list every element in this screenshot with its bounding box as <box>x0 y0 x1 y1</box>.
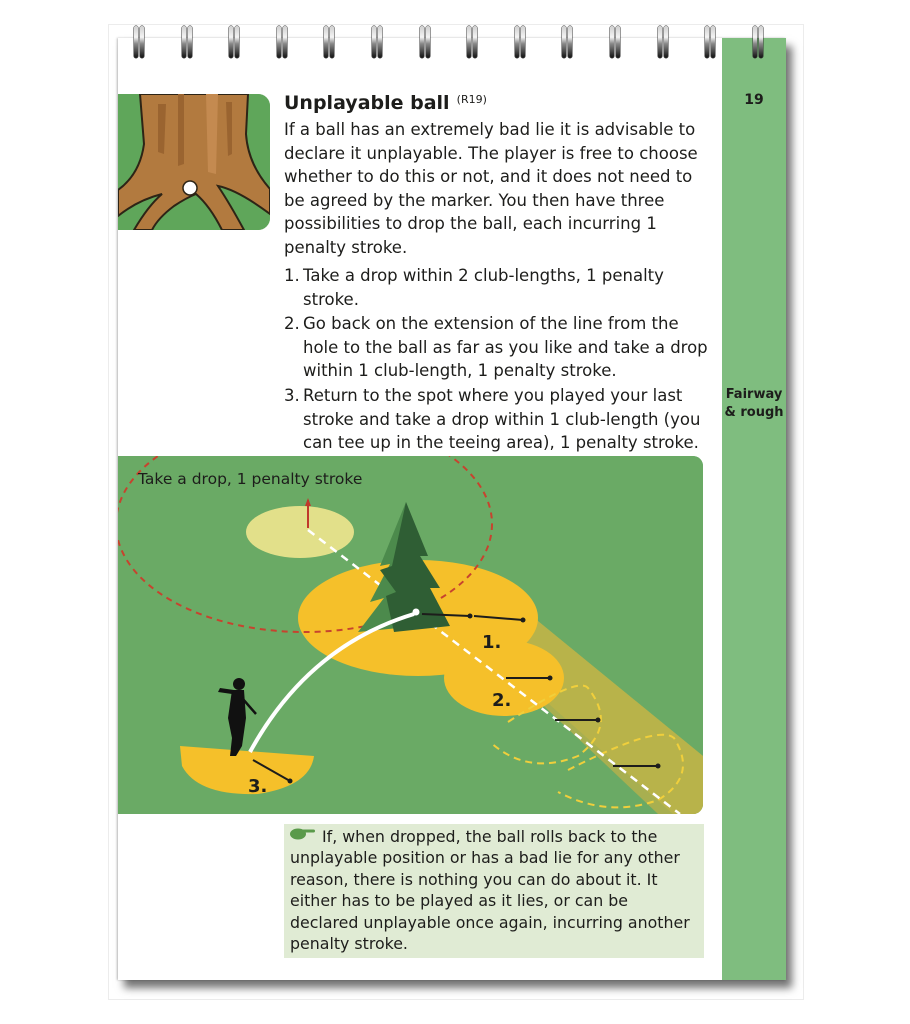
diagram-caption: Take a drop, 1 penalty stroke <box>138 470 363 488</box>
binding-ring <box>275 26 289 60</box>
binding-ring <box>370 26 384 60</box>
option-number: 1. <box>284 266 300 285</box>
putting-green <box>246 506 354 558</box>
option-number: 3. <box>284 385 300 405</box>
option-number: 2. <box>284 314 300 334</box>
rule-reference: (R19) <box>456 92 487 106</box>
binding-ring <box>608 26 622 60</box>
binding-ring <box>180 26 194 60</box>
article-intro: If a ball has an extremely bad lie it is advisable to declare it unplayable. The player is free to choose whether to do this or not, and it does not need to be agreed by the marker. You then have three possibilities to drop the ball, each incurring 1 penalty stroke. <box>284 120 698 257</box>
binding-ring <box>227 26 241 60</box>
article-title: Unplayable ball <box>284 92 450 114</box>
option-item <box>284 264 714 311</box>
binding-ring <box>132 26 146 60</box>
binding-ring <box>656 26 670 60</box>
section-label <box>722 386 786 422</box>
section-tab <box>722 38 786 980</box>
zone2-label: 2. <box>492 690 512 711</box>
spiral-binding <box>118 26 786 62</box>
article-heading <box>284 92 714 114</box>
binding-ring <box>751 26 765 60</box>
option-text: Go back on the extension of the line from the hole to the ball as far as you like and take a drop within 1 club-length, 1 penalty stroke. <box>303 314 708 381</box>
binding-ring <box>418 26 432 60</box>
option-text: Return to the spot where you played your last stroke and take a drop within 1 club-length (you can tee up in the teeing area), 1 penalty stroke. <box>303 385 701 453</box>
drop-options-diagram <box>118 456 703 814</box>
option-text: Take a drop within 2 club-lengths, 1 penalty stroke. <box>303 266 664 309</box>
note-text-container <box>290 826 700 954</box>
pointing-hand-icon <box>290 828 316 840</box>
binding-ring <box>560 26 574 60</box>
zone3-label: 3. <box>248 776 268 797</box>
option-item <box>284 312 714 383</box>
binding-ring <box>703 26 717 60</box>
section-label-line2: & rough <box>724 405 784 420</box>
options-list <box>284 264 714 456</box>
option-item <box>284 384 714 455</box>
binding-ring <box>465 26 479 60</box>
tree-roots-ball-icon <box>118 94 270 230</box>
zone1-label: 1. <box>482 632 502 653</box>
section-label-line1: Fairway <box>725 387 783 402</box>
binding-ring <box>513 26 527 60</box>
page-number: 19 <box>744 92 764 108</box>
note-text: If, when dropped, the ball rolls back to the unplayable position or has a bad lie for any other reason, there is nothing you can do about it. It either has to be played as it lies, or can be declared unplayable once again, incurring another penalty stroke. <box>290 827 690 954</box>
binding-ring <box>322 26 336 60</box>
